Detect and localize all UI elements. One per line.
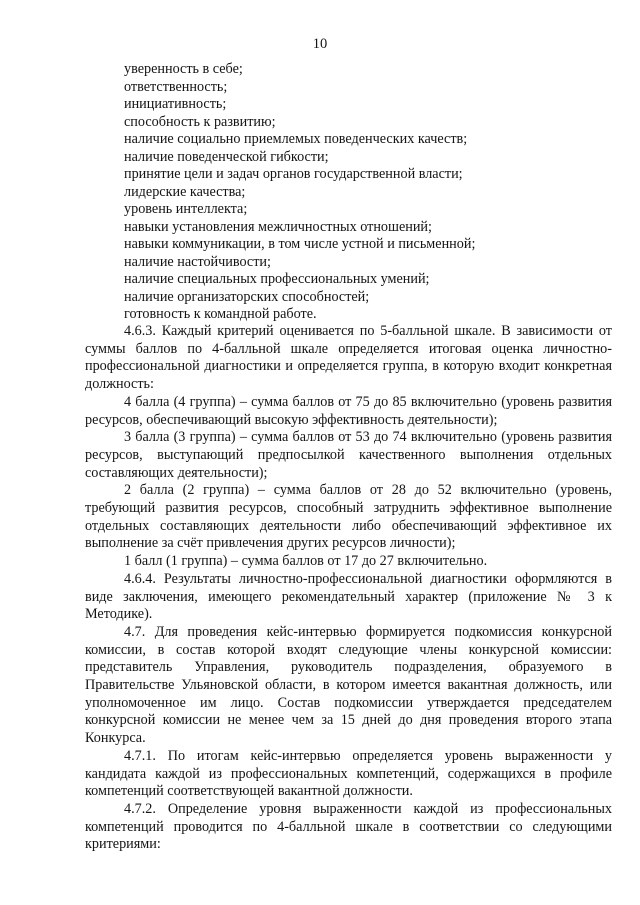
- page-number: 10: [312, 36, 328, 52]
- paragraph-4-6-4: 4.6.4. Результаты личностно-профессиональной диагностики оформляются в виде заключения, имеющего рекомендательный характер (приложение № 3 к Методике).: [85, 570, 612, 623]
- list-item: уровень интеллекта;: [124, 201, 248, 217]
- paragraph-score-3: 3 балла (3 группа) – сумма баллов от 53 до 74 включительно (уровень развития ресурсов, выступающий предпосылкой качественного выполнения отдельных составляющих деятельности);: [85, 429, 612, 481]
- criteria-list: [124, 61, 564, 324]
- list-item: лидерские качества;: [124, 183, 246, 200]
- paragraph-score-1: 1 балл (1 группа) – сумма баллов от 17 до 27 включительно.: [124, 553, 488, 570]
- list-item: ответственность;: [124, 78, 228, 95]
- list-item: готовность к командной работе.: [124, 306, 317, 322]
- list-item: навыки коммуникации, в том числе устной и письменной;: [124, 236, 476, 252]
- paragraph-score-4: 4 балла (4 группа) – сумма баллов от 75 до 85 включительно (уровень развития ресурсов, обеспечивающий высокую эффективность деятельности);: [85, 393, 612, 428]
- list-item: уверенность в себе;: [124, 61, 243, 77]
- list-item: навыки установления межличностных отношений;: [124, 218, 432, 235]
- list-item: наличие социально приемлемых поведенческих качеств;: [124, 131, 468, 147]
- list-item: наличие специальных профессиональных умений;: [124, 271, 430, 287]
- list-item: наличие организаторских способностей;: [124, 288, 370, 305]
- list-item: наличие настойчивости;: [124, 253, 271, 270]
- list-item: способность к развитию;: [124, 113, 276, 130]
- list-item: принятие цели и задач органов государственной власти;: [124, 166, 463, 182]
- body-text: [85, 323, 612, 854]
- list-item: наличие поведенческой гибкости;: [124, 148, 329, 165]
- paragraph-4-7-1: 4.7.1. По итогам кейс-интервью определяется уровень выраженности у кандидата каждой из профессиональных компетенций, содержащихся в профиле компетенций соответствующей вакантной должности.: [85, 747, 612, 800]
- paragraph-4-7: 4.7. Для проведения кейс-интервью формируется подкомиссия конкурсной комиссии, в состав которой входят следующие члены конкурсной комиссии: представитель Управления, руководитель подразделения, образуемого в Правительстве Ульяновской области, в котором имеется вакантная должность, или уполномоченное им лицо. Состав подкомиссии утверждается председателем конкурсной комиссии не менее чем за 15 дней до дня проведения второго этапа Конкурса.: [85, 623, 612, 747]
- paragraph-4-6-3: 4.6.3. Каждый критерий оценивается по 5-балльной шкале. В зависимости от суммы баллов по 4-балльной шкале определяется итоговая оценка личностно-профессиональной диагностики и определяется группа, в которую входит конкретная должность:: [85, 323, 612, 393]
- list-item: инициативность;: [124, 96, 227, 112]
- paragraph-4-7-2: 4.7.2. Определение уровня выраженности каждой из профессиональных компетенций проводится по 4-балльной шкале в соответствии со следующими критериями:: [85, 800, 612, 853]
- paragraph-score-2: 2 балла (2 группа) – сумма баллов от 28 до 52 включительно (уровень, требующий развития ресурсов, способный затруднить эффективное выполнение отдельных составляющих деятельности либо обеспечивающий эффективное их выполнение за счёт привлечения других ресурсов личности);: [85, 482, 612, 552]
